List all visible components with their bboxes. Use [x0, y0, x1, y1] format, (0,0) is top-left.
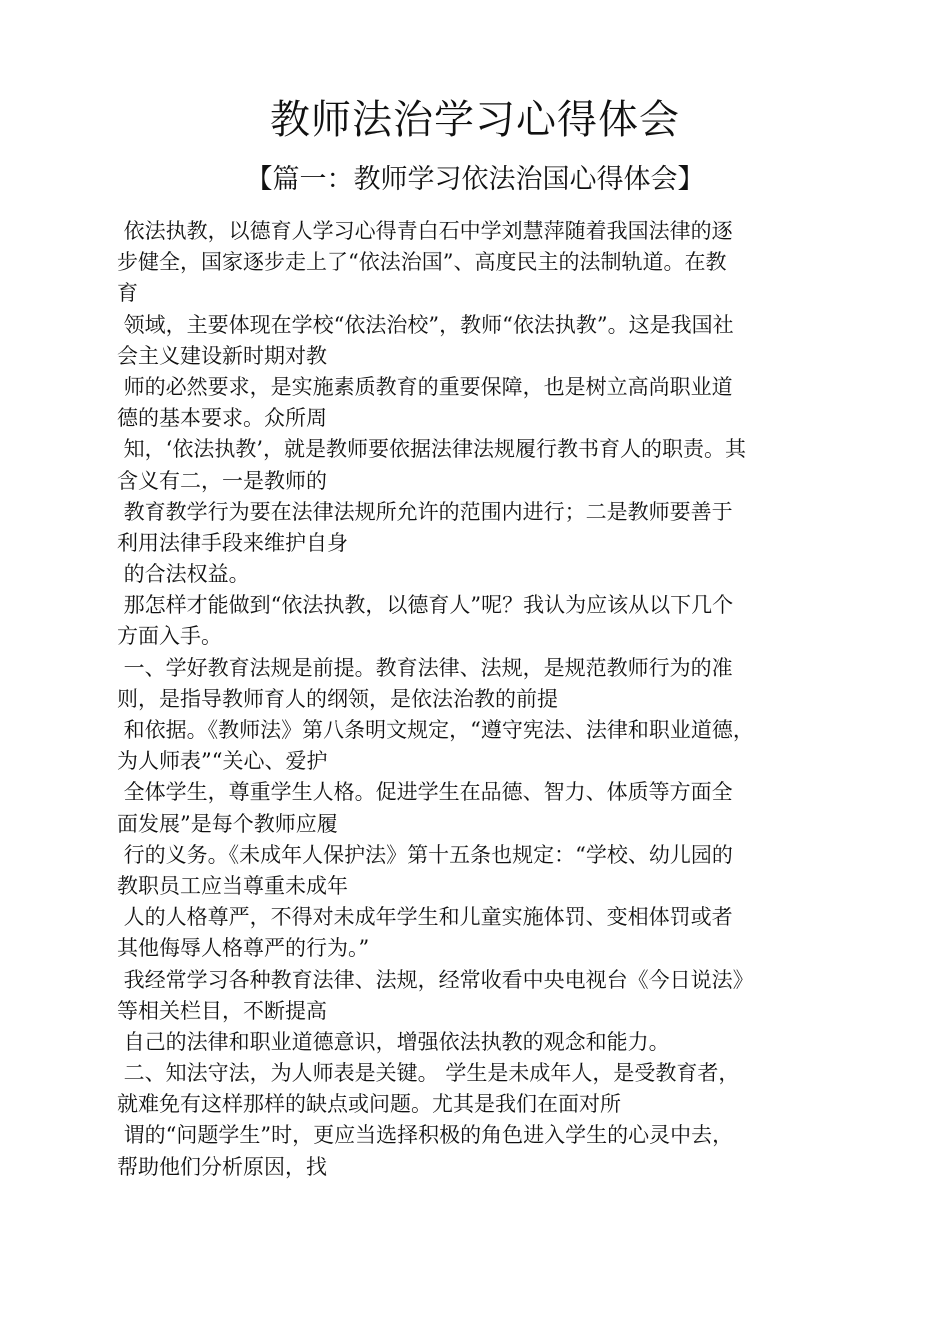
body-text-line: 依法执教，以德育人学习心得青白石中学刘慧萍随着我国法律的逐 [117, 219, 733, 243]
body-text-line: 和依据。《教师法》第八条明文规定，“遵守宪法、法律和职业道德， [117, 718, 754, 742]
body-text-line: 知，‘依法执教’，就是教师要依据法律法规履行教书育人的职责。其 [117, 437, 747, 462]
body-text-line: 我经常学习各种教育法律、法规，经常收看中央电视台《今日说法》 [117, 967, 754, 992]
body-text-line: 德的基本要求。众所周 [117, 406, 327, 431]
body-text-line: 育 [117, 281, 138, 306]
body-text-line: 为人师表”“关心、爱护 [117, 749, 328, 774]
body-text-line: 则，是指导教师育人的纲领，是依法治教的前提 [117, 686, 558, 711]
body-text-line: 教育教学行为要在法律法规所允许的范围内进行；二是教师要善于 [117, 499, 733, 524]
body-text-line: 一、学好教育法规是前提。教育法律、法规，是规范教师行为的准 [117, 655, 733, 680]
body-text-line: 含义有二，一是教师的 [117, 468, 327, 493]
body-text-line: 步健全，国家逐步走上了“依法治国”、高度民主的法制轨道。在教 [117, 250, 727, 275]
body-text-line: 等相关栏目，不断提高 [117, 998, 327, 1023]
body-text-line: 方面入手。 [117, 624, 222, 649]
body-text-line: 教职员工应当尊重未成年 [117, 873, 348, 898]
document-body [117, 216, 857, 1183]
body-text-line: 就难免有这样那样的缺点或问题。尤其是我们在面对所 [117, 1092, 621, 1117]
document-subtitle: 【篇一：教师学习依法治国心得体会】 [245, 164, 705, 195]
body-text-line: 其他侮辱人格尊严的行为。” [117, 936, 370, 961]
body-text-line: 自己的法律和职业道德意识，增强依法执教的观念和能力。 [117, 1029, 670, 1054]
body-text-line: 师的必然要求，是实施素质教育的重要保障，也是树立高尚职业道 [117, 374, 733, 399]
body-text-line: 人的人格尊严，不得对未成年学生和儿童实施体罚、变相体罚或者 [117, 905, 733, 930]
body-text-line: 面发展”是每个教师应履 [117, 811, 338, 836]
body-text-line: 利用法律手段来维护自身 [117, 530, 348, 555]
body-text-line: 会主义建设新时期对教 [117, 343, 327, 368]
body-text-line: 的合法权益。 [117, 562, 250, 587]
body-text-line: 行的义务。《未成年人保护法》第十五条也规定：“学校、幼儿园的 [117, 842, 733, 867]
document-title: 教师法治学习心得体会 [270, 97, 680, 143]
body-text-line: 那怎样才能做到“依法执教，以德育人”呢？我认为应该从以下几个 [117, 593, 734, 618]
body-text-line: 帮助他们分析原因，找 [117, 1154, 327, 1179]
body-text-line: 领域，主要体现在学校“依法治校”，教师“依法执教”。这是我国社 [117, 312, 734, 337]
body-text-line: 谓的“问题学生”时，更应当选择积极的角色进入学生的心灵中去， [117, 1123, 734, 1148]
body-text-line: 全体学生，尊重学生人格。促进学生在品德、智力、体质等方面全 [117, 780, 733, 805]
body-text-line: 二、知法守法，为人师表是关键。 学生是未成年人，是受教育者， [117, 1061, 740, 1086]
